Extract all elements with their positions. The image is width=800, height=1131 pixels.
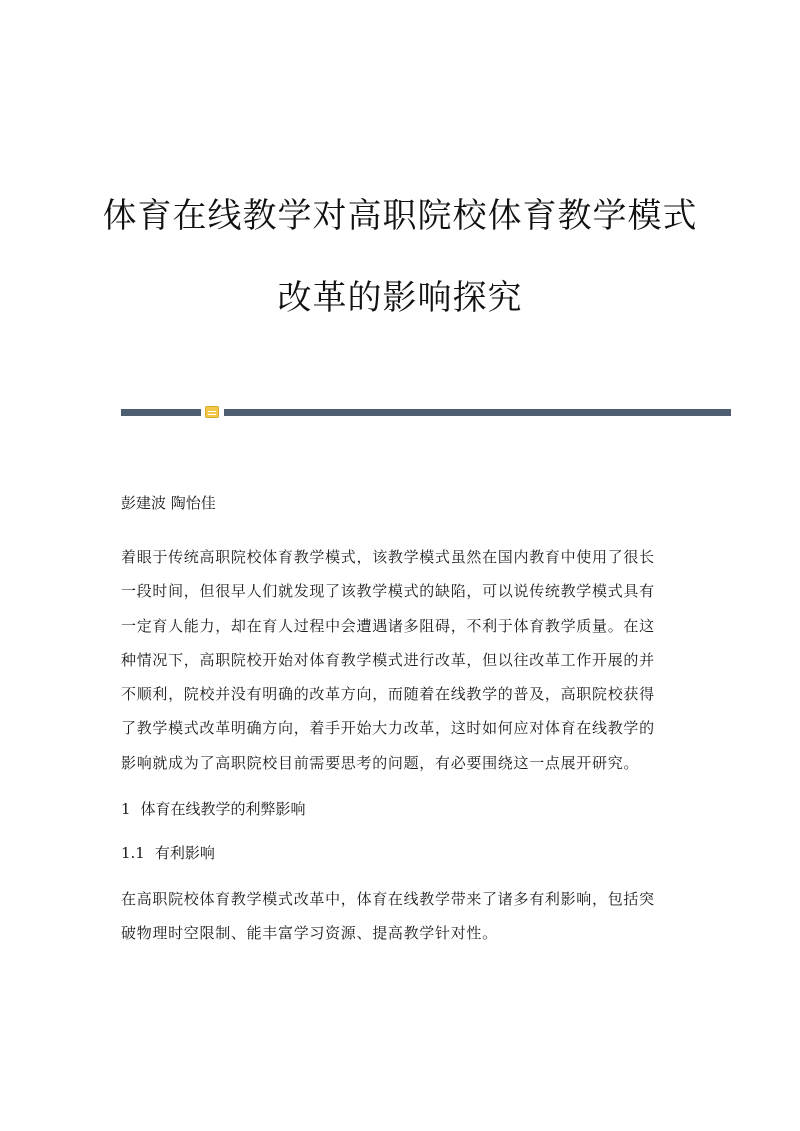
abstract-line: 影响就成为了高职院校目前需要思考的问题，有必要围绕这一点展开研究。 <box>121 753 640 772</box>
section-heading-1-1 <box>121 838 677 868</box>
abstract-line: 一段时间，但很早人们就发现了该教学模式的缺陷，可以说传统教学模式具有 <box>121 582 655 601</box>
abstract <box>121 540 677 780</box>
abstract-line: 一定育人能力，却在育人过程中会遭遇诸多阻碍，不利于体育教学质量。在这 <box>121 616 655 635</box>
section-heading-1 <box>121 794 677 824</box>
abstract-line: 不顺利，院校并没有明确的改革方向，而随着在线教学的普及，高职院校获得 <box>121 685 655 704</box>
title-divider-left <box>121 409 201 416</box>
subsection-title: 有利影响 <box>154 844 215 863</box>
body-line: 破物理时空限制、能丰富学习资源、提高教学针对性。 <box>121 924 498 943</box>
section-title: 体育在线教学的利弊影响 <box>140 800 306 819</box>
authors: 彭建波 陶怡佳 <box>121 494 216 512</box>
abstract-line: 着眼于传统高职院校体育教学模式，该教学模式虽然在国内教育中使用了很长 <box>121 548 655 566</box>
abstract-line: 种情况下，高职院校开始对体育教学模式进行改革，但以往改革工作开展的并 <box>121 650 655 669</box>
document-body <box>121 488 677 951</box>
document-title-line-2: 改革的影响探究 <box>277 278 523 318</box>
document-title-line-1: 体育在线教学对高职院校体育教学模式 <box>102 196 698 236</box>
body-line: 在高职院校体育教学模式改革中，体育在线教学带来了诸多有利影响，包括突 <box>121 890 655 909</box>
subsection-number: 1.1 <box>121 844 145 863</box>
abstract-line: 了教学模式改革明确方向，着手开始大力改革，这时如何应对体育在线教学的 <box>121 719 655 738</box>
section-number: 1 <box>121 800 131 819</box>
divider-badge-icon <box>205 406 219 418</box>
title-divider-right <box>224 409 731 416</box>
section-body <box>121 882 677 951</box>
